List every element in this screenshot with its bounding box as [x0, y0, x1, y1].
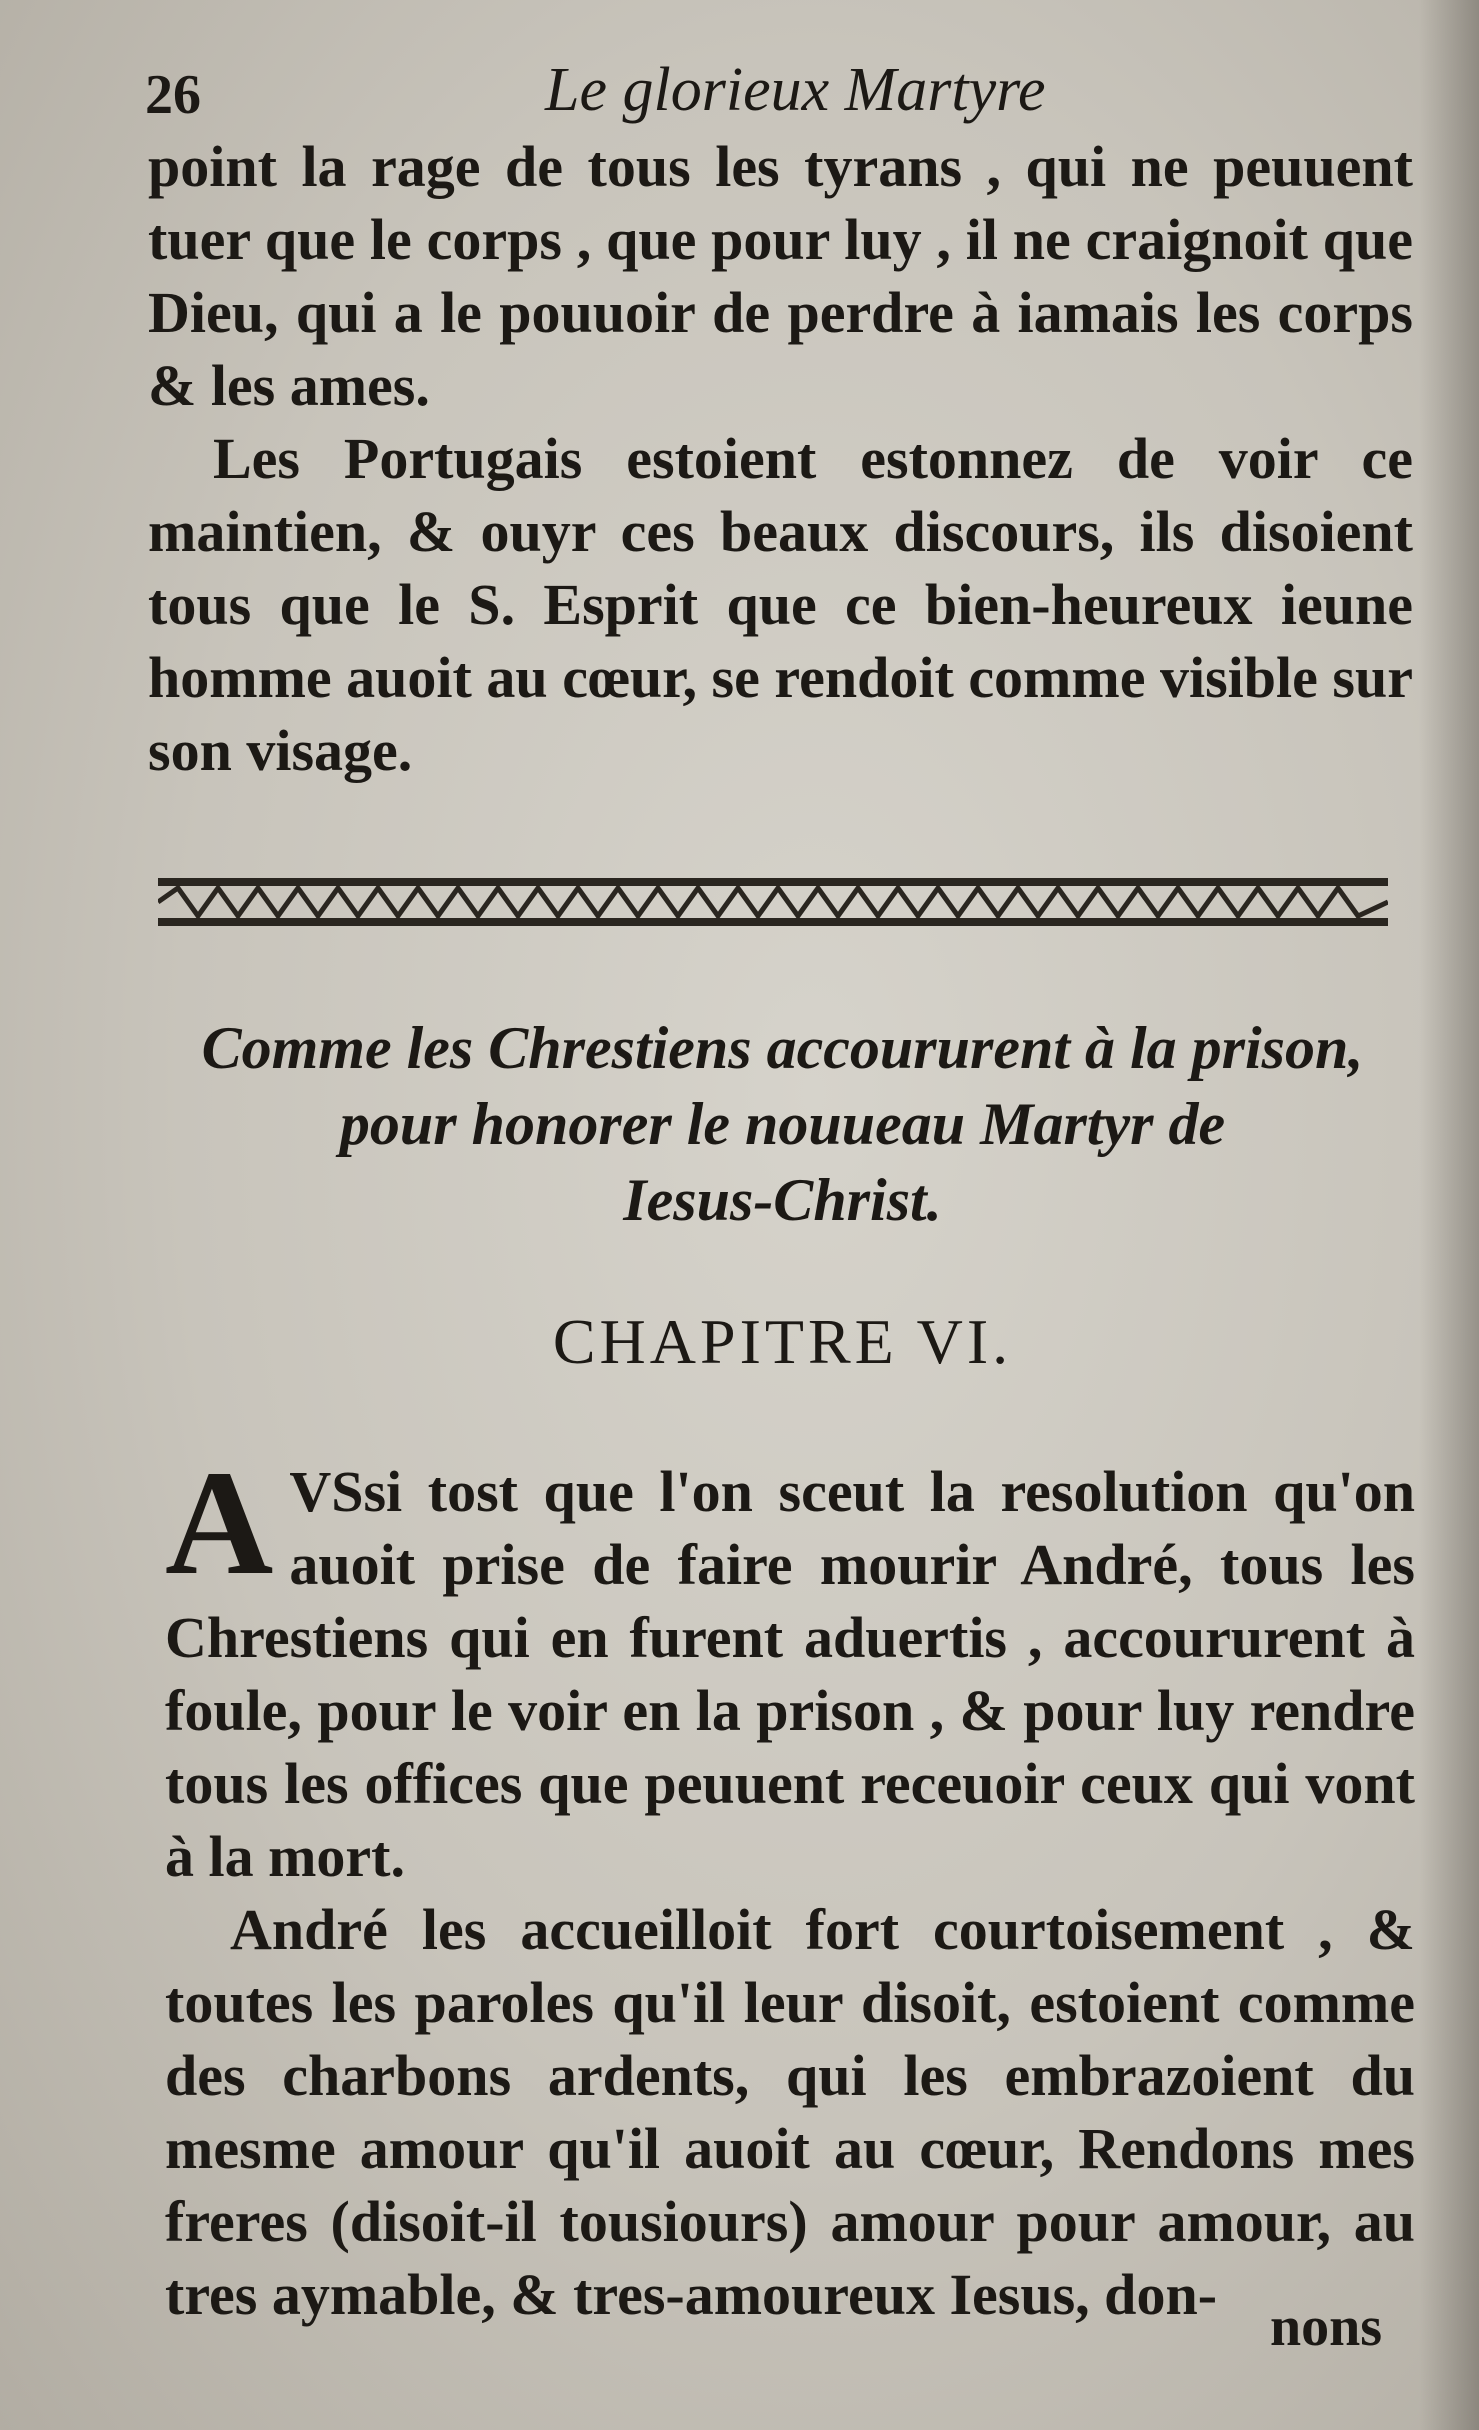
paragraph-portugais: Les Portugais estoient estonnez de voir ce maintien, & ouyr ces beaux discours, ils disoient tous que le S. Esprit que ce bien-heureux ieune homme auoit au cœur, se rendoit comme visible sur son visage.	[148, 426, 1413, 783]
catchword: nons	[1270, 2296, 1383, 2358]
section-heading-line-1: Comme les Chrestiens accoururent à la prison,	[201, 1015, 1364, 1081]
section-heading-line-2: pour honorer le nouueau Martyr de	[339, 1091, 1226, 1157]
page-number: 26	[145, 64, 201, 126]
text-block-top	[148, 130, 1413, 787]
chapter-opening-paragraph	[165, 1440, 1415, 1893]
text-block-chapter	[165, 1440, 1415, 2331]
chapter-title: CHAPITRE VI.	[552, 1306, 1013, 1377]
section-heading	[150, 1010, 1415, 1238]
ornamental-rule	[158, 872, 1388, 932]
running-head	[145, 55, 1415, 135]
paragraph-andre: André les accueilloit fort courtoisement , & toutes les paroles qu'il leur disoit, estoient comme des charbons ardents, qui les embrazoient du mesme amour qu'il auoit au cœur, Rendons mes freres (disoit-il tousiours) amour pour amour, au tres aymable, & tres-amoureux Iesus, don-	[165, 1897, 1415, 2327]
drop-cap: A	[165, 1440, 274, 1606]
section-heading-line-3: Iesus-Christ.	[623, 1167, 942, 1233]
running-title: Le glorieux Martyre	[545, 56, 1046, 124]
page-gutter-shadow	[1419, 0, 1479, 2430]
chapter-opening-text: VSsi tost que l'on sceut la resolution qu'on auoit prise de faire mourir André, tous les Chrestiens qui en furent aduertis , accoururent à foule, pour le voir en la prison , & pour luy rendre tous les offices que peuuent receuoir ceux qui vont à la mort.	[165, 1459, 1415, 1889]
paragraph-continuation: point la rage de tous les tyrans , qui ne peuuent tuer que le corps , que pour luy , il ne craignoit que Dieu, qui a le pouuoir de perdre à iamais les corps & les ames.	[148, 134, 1413, 418]
